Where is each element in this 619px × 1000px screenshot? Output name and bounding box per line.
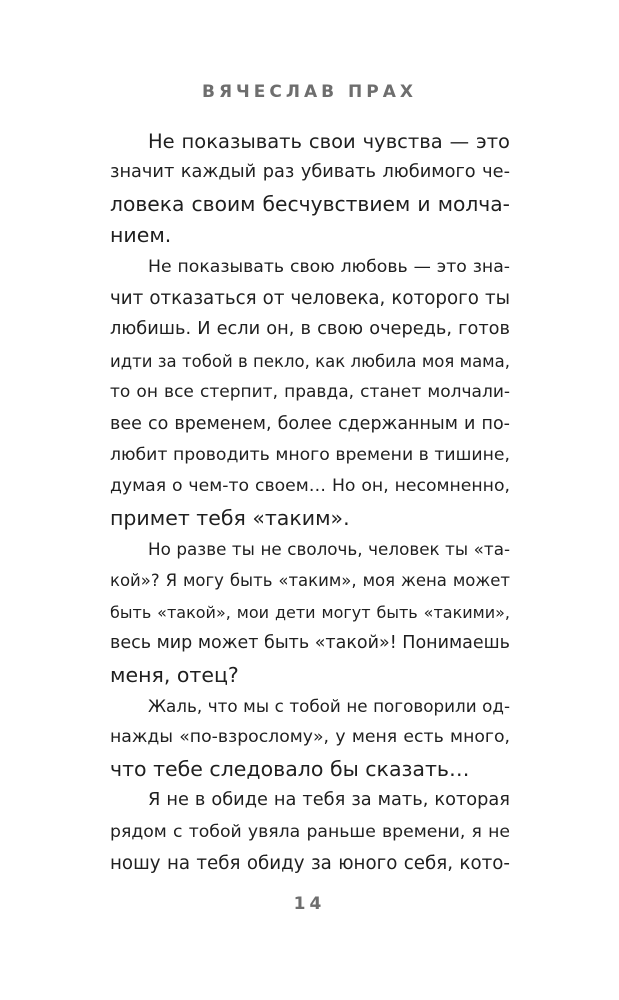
text-line: ношу на тебя обиду за юного себя, кото- <box>110 852 510 874</box>
text-line: идти за тобой в пекло, как любила моя мама, <box>110 351 510 371</box>
text-line: быть «такой», мои дети могут быть «такими», <box>110 602 510 622</box>
text-line: значит каждый раз убивать любимого че- <box>110 162 510 183</box>
text-line: примет тебя «таким». <box>110 505 350 530</box>
text-line: нажды «по-взрослому», у меня есть много, <box>110 727 510 748</box>
text-line: думая о чем-то своем… Но он, несомненно, <box>110 476 510 497</box>
text-line: любишь. И если он, в свою очередь, готов <box>110 319 510 340</box>
text-line: Но разве ты не сволочь, человек ты «та- <box>148 539 510 560</box>
text-line: Не показывать свою любовь — это зна- <box>148 256 510 277</box>
text-line: чит отказаться от человека, которого ты <box>110 287 510 309</box>
text-line: меня, отец? <box>110 662 239 687</box>
text-line: вее со временем, более сдержанным и по- <box>110 413 510 434</box>
text-line: кой»? Я могу быть «таким», моя жена может <box>110 571 510 591</box>
text-line: весь мир может быть «такой»! Понимаешь <box>110 633 510 654</box>
text-line: любит проводить много времени в тишине, <box>110 444 510 465</box>
text-line: нием. <box>110 223 172 248</box>
page-number: 14 <box>293 894 326 914</box>
text-line: Я не в обиде на тебя за мать, которая <box>148 790 510 811</box>
text-line: что тебе следовало бы сказать… <box>110 756 470 781</box>
text-line: Не показывать свои чувства — это <box>148 130 510 153</box>
running-head: ВЯЧЕСЛАВ ПРАХ <box>202 82 417 102</box>
text-line: ловека своим бесчувствием и молча- <box>110 191 510 216</box>
text-line: рядом с тобой увяла раньше времени, я не <box>110 821 510 842</box>
body-text <box>110 126 510 879</box>
text-line: Жаль, что мы с тобой не поговорили од- <box>148 696 510 717</box>
text-line: то он все стерпит, правда, станет молчали- <box>110 382 510 403</box>
